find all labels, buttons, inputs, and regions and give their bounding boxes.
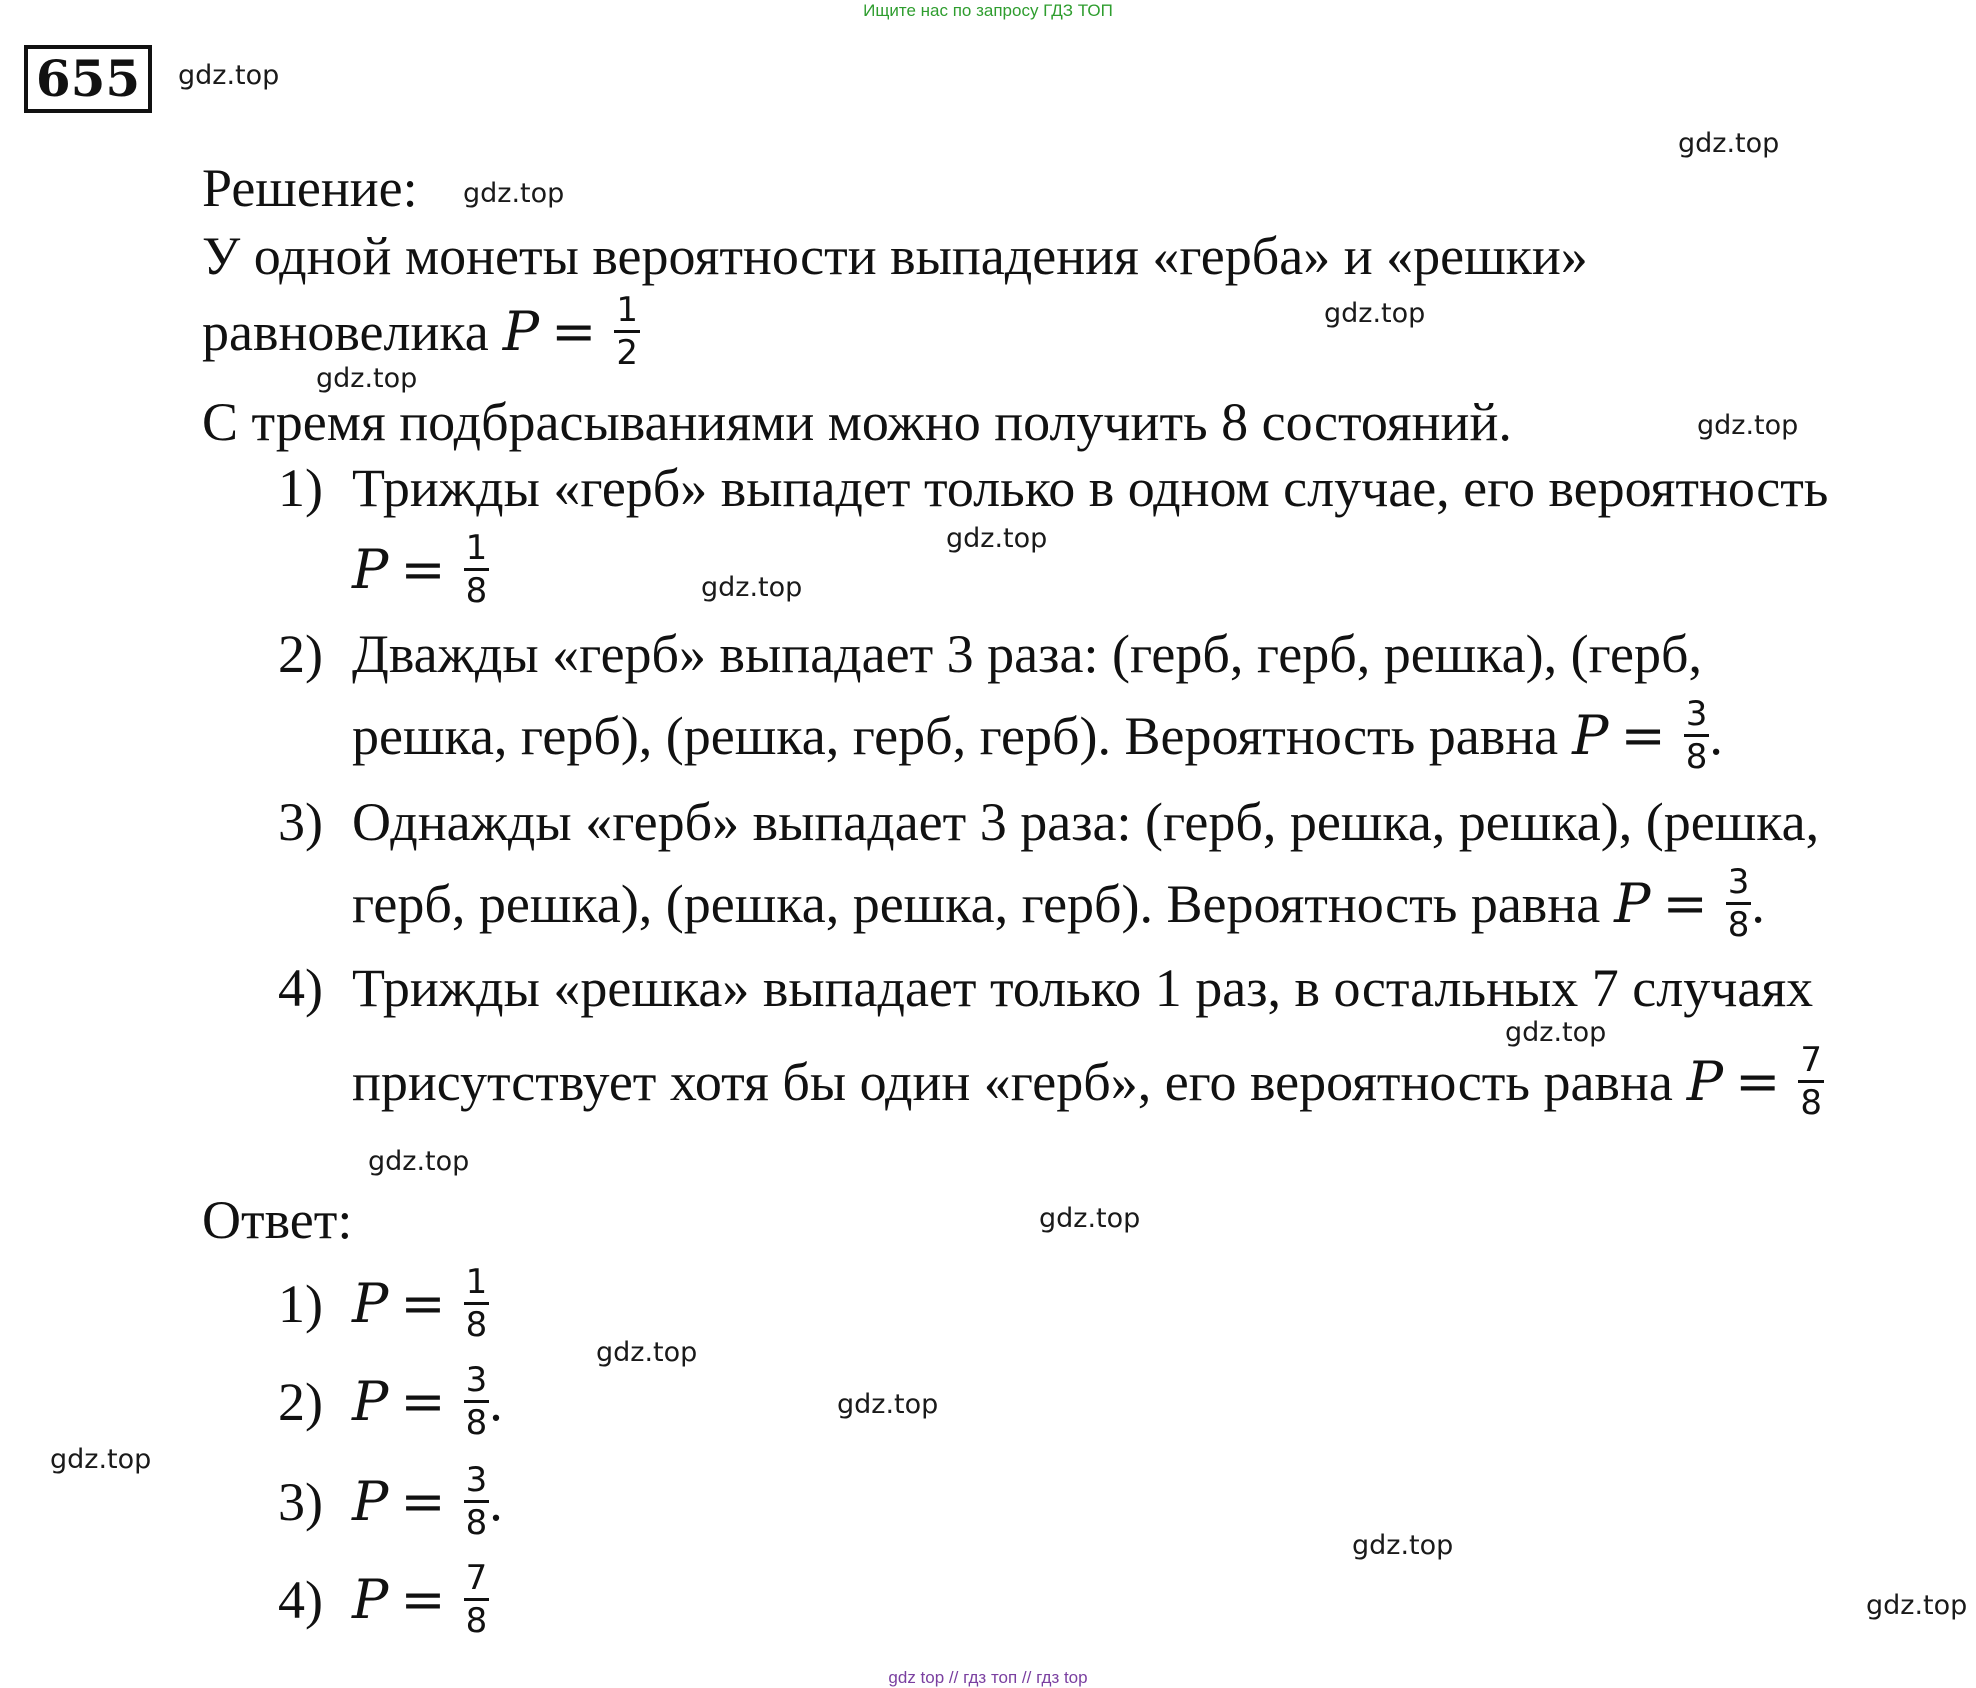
watermark: gdz.top <box>1039 1203 1141 1234</box>
fraction-numerator: 3 <box>1727 862 1750 902</box>
solution-intro-line2 <box>202 290 640 373</box>
fraction-numerator: 3 <box>1685 694 1708 734</box>
watermark: gdz.top <box>50 1444 152 1475</box>
watermark: gdz.top <box>1505 1017 1607 1048</box>
fraction-numerator: 3 <box>465 1360 488 1400</box>
fraction-denominator: 8 <box>464 1598 490 1641</box>
item-text: герб, решка), (решка, решка, герб). Вероятность равна <box>352 873 1601 934</box>
top-banner: Ищите нас по запросу ГДЗ ТОП <box>863 1 1113 20</box>
math-eq: = <box>1662 871 1708 935</box>
watermark: gdz.top <box>1697 410 1799 441</box>
intro-text: равновелика <box>202 301 489 362</box>
solution-item-4-line1: Трижды «решка» выпадает только 1 раз, в остальных 7 случаях <box>352 958 1814 1018</box>
fraction-numerator: 7 <box>1800 1040 1823 1080</box>
item-fraction <box>1798 1040 1824 1123</box>
answer-item-1 <box>278 1262 489 1345</box>
watermark: gdz.top <box>1678 128 1780 159</box>
solution-item-1-line2 <box>352 528 489 611</box>
watermark: gdz.top <box>178 60 280 91</box>
math-eq: = <box>400 1369 446 1433</box>
fraction-numerator: 1 <box>616 290 638 330</box>
solution-item-number: 1) <box>278 458 323 518</box>
solution-item-2-line1: Дважды «герб» выпадает 3 раза: (герб, герб, решка), (герб, <box>352 624 1702 684</box>
answer-item-4 <box>278 1558 489 1641</box>
watermark: gdz.top <box>463 178 565 209</box>
item-text: решка, герб), (решка, герб, герб). Вероятность равна <box>352 705 1559 766</box>
item-text: присутствует хотя бы один «герб», его вероятность равна <box>352 1051 1673 1112</box>
watermark: gdz.top <box>1866 1590 1968 1621</box>
fraction-denominator: 8 <box>1726 902 1752 945</box>
solution-item-number: 3) <box>278 792 323 852</box>
watermark: gdz.top <box>946 523 1048 554</box>
answer-fraction <box>464 1360 490 1443</box>
solution-item-3-line2 <box>352 862 1765 945</box>
fraction-numerator: 1 <box>465 528 488 568</box>
answer-item-number: 4) <box>278 1569 323 1630</box>
task-number-box: 655 <box>24 45 152 113</box>
math-p: P <box>352 1469 389 1533</box>
math-p: P <box>502 299 540 363</box>
answer-item-number: 3) <box>278 1471 323 1532</box>
answer-heading: Ответ: <box>202 1190 353 1250</box>
solution-item-number: 2) <box>278 624 323 684</box>
answer-fraction <box>464 1558 490 1641</box>
math-p: P <box>1614 871 1651 935</box>
period: . <box>1751 873 1765 934</box>
period: . <box>1709 705 1723 766</box>
math-eq: = <box>1620 703 1666 767</box>
math-eq: = <box>400 1469 446 1533</box>
period: . <box>489 1371 503 1432</box>
solution-item-1-line1: Трижды «герб» выпадет только в одном случае, его вероятность <box>352 458 1829 518</box>
math-p: P <box>352 537 389 601</box>
period: . <box>489 1471 503 1532</box>
fraction-denominator: 8 <box>1684 734 1710 777</box>
solution-intro-line3: С тремя подбрасываниями можно получить 8 состояний. <box>202 392 1512 452</box>
watermark: gdz.top <box>596 1337 698 1368</box>
math-p: P <box>352 1369 389 1433</box>
math-eq: = <box>551 299 597 363</box>
solution-heading: Решение: <box>202 158 418 218</box>
math-eq: = <box>1735 1049 1781 1113</box>
fraction-denominator: 8 <box>464 568 490 611</box>
math-p: P <box>1686 1049 1724 1113</box>
fraction-denominator: 8 <box>1798 1080 1824 1123</box>
math-p: P <box>352 1567 389 1631</box>
watermark: gdz.top <box>1324 298 1426 329</box>
watermark: gdz.top <box>701 572 803 603</box>
intro-fraction <box>614 290 640 373</box>
item-fraction <box>1684 694 1710 777</box>
item-fraction <box>464 528 490 611</box>
footer-links: gdz top // гдз топ // гдз top <box>888 1668 1088 1687</box>
item-fraction <box>1726 862 1752 945</box>
solution-item-3-line1: Однажды «герб» выпадает 3 раза: (герб, решка, решка), (решка, <box>352 792 1820 852</box>
fraction-denominator: 8 <box>464 1302 490 1345</box>
answer-item-number: 2) <box>278 1371 323 1432</box>
fraction-denominator: 8 <box>464 1400 490 1443</box>
watermark: gdz.top <box>316 363 418 394</box>
answer-fraction <box>464 1460 490 1543</box>
watermark: gdz.top <box>837 1389 939 1420</box>
answer-item-3 <box>278 1460 503 1543</box>
answer-item-number: 1) <box>278 1273 323 1334</box>
fraction-numerator: 7 <box>465 1558 488 1598</box>
math-eq: = <box>400 1567 446 1631</box>
fraction-numerator: 3 <box>465 1460 488 1500</box>
math-eq: = <box>400 537 446 601</box>
fraction-numerator: 1 <box>465 1262 488 1302</box>
watermark: gdz.top <box>1352 1530 1454 1561</box>
fraction-denominator: 2 <box>614 330 640 373</box>
math-eq: = <box>400 1271 446 1335</box>
answer-fraction <box>464 1262 490 1345</box>
watermark: gdz.top <box>368 1146 470 1177</box>
math-p: P <box>352 1271 389 1335</box>
solution-item-2-line2 <box>352 694 1723 777</box>
solution-item-number: 4) <box>278 958 323 1018</box>
fraction-denominator: 8 <box>464 1500 490 1543</box>
math-p: P <box>1572 703 1609 767</box>
solution-item-4-line2 <box>352 1040 1824 1123</box>
solution-intro-line1: У одной монеты вероятности выпадения «герба» и «решки» <box>202 226 1588 286</box>
answer-item-2 <box>278 1360 503 1443</box>
